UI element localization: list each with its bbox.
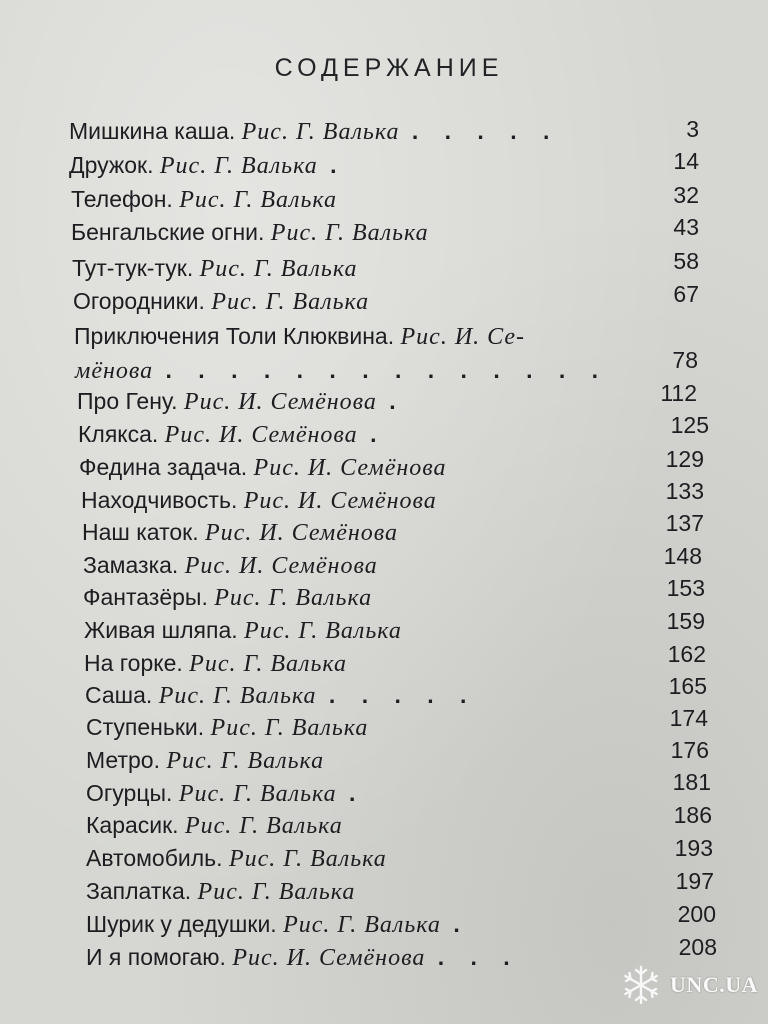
toc-entry — [71, 216, 435, 248]
entry-illustrator: Рис. И. Семёнова — [164, 422, 358, 448]
toc-entry — [86, 711, 374, 743]
entry-illustrator: Рис. Г. Валька — [189, 651, 347, 677]
toc-entry — [77, 385, 406, 417]
entry-leader-dots — [429, 219, 435, 245]
entry-illustrator: Рис. И. Семёнова — [232, 945, 426, 971]
entry-leader-dots — [402, 617, 408, 643]
snowflake-icon — [620, 964, 662, 1006]
entry-page-number: 58 — [673, 248, 699, 274]
entry-leader-dots — [378, 552, 384, 578]
entry-illustrator: Рис. Г. Валька — [166, 748, 325, 774]
entry-illustrator: Рис. Г. Валька — [158, 683, 317, 709]
entry-page-number: 137 — [665, 510, 704, 536]
toc-entry — [82, 516, 404, 548]
entry-title: Телефон. — [71, 186, 173, 212]
toc-entry — [86, 809, 349, 841]
entry-leader-dots — [372, 584, 378, 610]
entry-page-number: 181 — [672, 769, 711, 795]
entry-page-number: 176 — [670, 737, 709, 763]
toc-entry — [79, 451, 453, 483]
entry-title: Метро. — [86, 747, 160, 773]
entry-leader-dots: . — [389, 388, 406, 414]
entry-illustrator: Рис. И. Семёнова — [253, 455, 447, 481]
toc-entry — [83, 581, 378, 613]
entry-title: Тут-тук-тук. — [72, 255, 194, 281]
entry-illustrator: Рис. Г. Валька — [270, 220, 429, 246]
entry-leader-dots: . — [349, 780, 366, 806]
entry-illustrator: Рис. Г. Валька — [211, 289, 370, 315]
entry-leader-dots — [355, 878, 361, 904]
entry-page-number: 193 — [674, 835, 713, 861]
toc-entry — [69, 149, 347, 181]
entry-title: Саша. — [85, 682, 153, 708]
entry-page-number: 125 — [670, 412, 709, 438]
entry-page-number: 162 — [667, 641, 706, 667]
toc-entry — [86, 941, 520, 973]
entry-page-number: 129 — [665, 446, 704, 472]
entry-illustrator: Рис. Г. Валька — [214, 585, 373, 611]
entry-title: Наш каток. — [82, 519, 199, 545]
toc-entry — [86, 875, 361, 907]
toc-entry — [69, 115, 559, 147]
entry-title: Про Гену. — [77, 388, 178, 414]
entry-illustrator: Рис. И. Семёнова — [184, 553, 378, 579]
entry-page-number: 148 — [663, 543, 702, 569]
entry-title: Огурцы. — [86, 780, 173, 806]
toc-entry — [72, 252, 363, 284]
entry-page-number: 112 — [660, 380, 697, 406]
entry-title: И я помогаю. — [86, 944, 226, 970]
toc-entry — [74, 320, 531, 352]
toc-entry — [83, 549, 384, 581]
entry-leader-dots: . — [330, 152, 347, 178]
entry-leader-dots: . — [453, 911, 470, 937]
entry-illustrator: Рис. И. Семёнова — [205, 520, 399, 546]
entry-leader-dots — [369, 288, 375, 314]
entry-illustrator: Рис. Г. Валька — [283, 912, 441, 938]
entry-illustrator: Рис. И. Семёнова — [183, 389, 377, 415]
entry-page-number: 165 — [668, 673, 707, 699]
entry-leader-dots: . . . . . — [328, 682, 477, 708]
entry-title: Дружок. — [69, 152, 154, 178]
entry-page-number: 14 — [673, 148, 699, 174]
entry-illustrator: Рис. Г. Валька — [159, 153, 318, 179]
entry-title: Мишкина каша. — [69, 118, 236, 144]
entry-leader-dots: . . . . . — [411, 118, 560, 144]
entry-page-number: 159 — [666, 608, 705, 634]
entry-title: Федина задача. — [79, 454, 248, 480]
toc-entry — [73, 285, 375, 317]
toc-entry — [85, 679, 476, 711]
toc-entry — [84, 614, 408, 646]
entry-illustrator: Рис. Г. Валька — [184, 813, 343, 839]
entry-page-number: 174 — [669, 705, 708, 731]
entry-illustrator: Рис. Г. Валька — [241, 119, 400, 145]
entry-leader-dots — [337, 186, 343, 212]
watermark — [620, 964, 758, 1006]
entry-page-number: 186 — [673, 802, 712, 828]
entry-illustrator: Рис. Г. Валька — [178, 781, 337, 807]
entry-leader-dots — [387, 845, 393, 871]
entry-leader-dots — [347, 650, 353, 676]
watermark-text: UNC.UA — [670, 972, 758, 997]
entry-page-number: 67 — [673, 281, 699, 307]
entry-title: Автомобиль. — [86, 845, 223, 871]
entry-title: Находчивость. — [81, 487, 238, 513]
entry-title: Живая шляпа. — [84, 617, 238, 643]
entry-illustrator: Рис. Г. Валька — [210, 715, 369, 741]
toc-entry — [86, 908, 470, 940]
entry-page-number: 200 — [677, 901, 716, 927]
entry-title: Заплатка. — [86, 878, 192, 904]
toc-entry — [71, 183, 343, 215]
entry-leader-dots — [357, 255, 363, 281]
entry-leader-dots: . . . — [437, 944, 520, 970]
entry-title: На горке. — [84, 650, 183, 676]
entry-page-number: 32 — [673, 182, 699, 208]
entry-illustrator: Рис. Г. Валька — [179, 187, 338, 213]
entry-page-number: 153 — [666, 575, 705, 601]
entry-title: Клякса. — [78, 421, 159, 447]
entry-title: Замазка. — [83, 552, 179, 578]
entry-title: Огородники. — [73, 288, 205, 314]
toc-entry — [75, 354, 608, 386]
entry-leader-dots — [343, 812, 349, 838]
entry-illustrator: Рис. И. Се- — [400, 324, 525, 350]
entry-leader-dots: . . . . . . . . . . . . . . — [165, 357, 609, 383]
entry-illustrator: Рис. Г. Валька — [199, 256, 358, 282]
toc-entry — [86, 744, 330, 776]
entry-illustrator: Рис. И. Семёнова — [243, 488, 437, 514]
entry-leader-dots — [324, 747, 330, 773]
entry-illustrator: Рис. Г. Валька — [197, 879, 356, 905]
entry-title: Фантазёры. — [83, 584, 208, 610]
entry-leader-dots: . — [370, 421, 387, 447]
entry-title: Шурик у дедушки. — [86, 911, 277, 937]
entry-leader-dots — [525, 323, 531, 349]
toc-entry — [78, 418, 386, 450]
entry-illustrator: Рис. Г. Валька — [228, 846, 387, 872]
entry-leader-dots — [368, 714, 374, 740]
entry-leader-dots — [437, 487, 443, 513]
toc-entry — [84, 647, 353, 679]
entry-page-number: 133 — [665, 478, 704, 504]
entry-title: Карасик. — [86, 812, 179, 838]
entry-page-number: 197 — [675, 868, 714, 894]
entry-page-number: 208 — [678, 934, 717, 960]
entry-title: Приключения Толи Клюквина. — [74, 323, 395, 349]
entry-illustrator: Рис. Г. Валька — [244, 618, 402, 644]
entry-page-number: 78 — [672, 347, 698, 373]
toc-entry — [86, 842, 393, 874]
toc-entry — [81, 484, 443, 516]
entry-title: Ступеньки. — [86, 714, 205, 740]
entry-illustrator: мёнова — [75, 358, 154, 384]
entry-leader-dots — [447, 454, 453, 480]
entry-title: Бенгальские огни. — [71, 219, 265, 245]
page-title: СОДЕРЖАНИЕ — [274, 54, 504, 82]
entry-page-number: 43 — [673, 214, 699, 240]
entry-page-number: 3 — [686, 116, 699, 142]
entry-leader-dots — [398, 519, 404, 545]
toc-entry — [86, 777, 365, 809]
